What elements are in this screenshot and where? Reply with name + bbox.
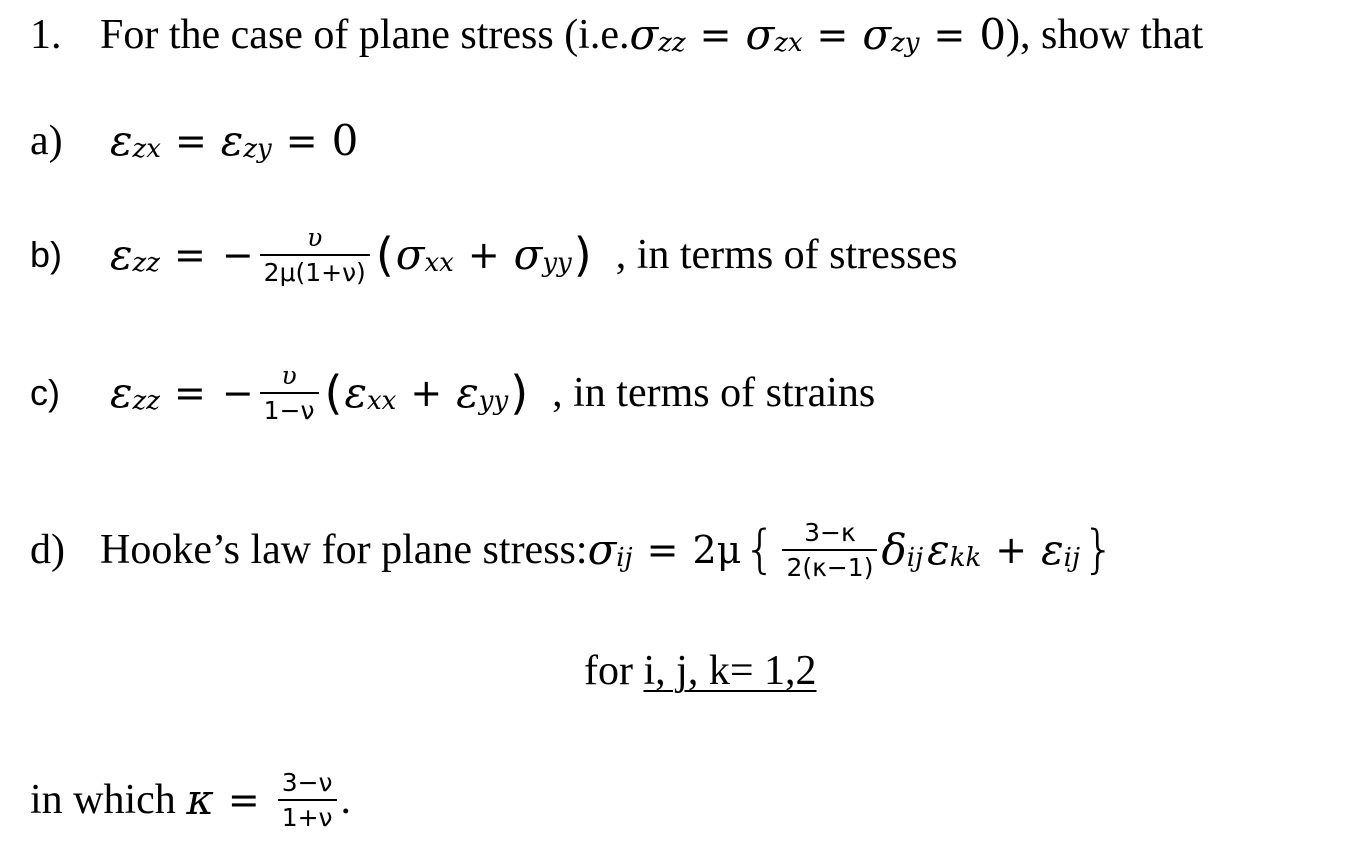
fraction [260, 363, 319, 423]
upsilon-symbol: υ [281, 361, 297, 390]
upsilon-symbol: υ [307, 223, 323, 252]
equals-sign: = [173, 233, 206, 277]
problem-number: 1. [30, 12, 62, 58]
kappa-symbol: κ [186, 775, 214, 824]
denominator: 2(κ−1) [782, 549, 877, 580]
equals-sign: = [699, 13, 732, 57]
open-brace: { [743, 520, 777, 580]
numerator [303, 225, 326, 254]
numerator [277, 363, 300, 392]
minus-sign: − [221, 233, 254, 277]
epsilon-symbol: ε [927, 525, 950, 574]
equals-sign: = [174, 119, 207, 163]
plus-sign: + [467, 233, 500, 277]
plus-sign: + [410, 371, 443, 415]
denominator: 1+ν [278, 799, 337, 830]
problem-statement [0, 10, 1366, 59]
part-c [0, 363, 1366, 423]
subscript: yy [542, 248, 572, 279]
subscript: zy [243, 134, 272, 165]
sigma-symbol: σ [745, 10, 775, 59]
epsilon-symbol: ε [344, 368, 367, 417]
part-a-label: a) [30, 118, 63, 164]
index-range-prefix: for [584, 648, 644, 694]
part-b-suffix: , in terms of stresses [615, 232, 958, 278]
fraction [260, 225, 370, 285]
part-b [0, 225, 1366, 285]
part-a [0, 116, 1366, 165]
subscript: zz [658, 28, 686, 59]
equals-sign: = [933, 13, 966, 57]
zero-value: 0 [331, 116, 359, 165]
denominator: 2μ(1+ν) [260, 254, 370, 285]
delta-symbol: δ [881, 525, 907, 574]
problem-intro: For the case of plane stress (i.e. [100, 12, 630, 58]
subscript: zx [132, 134, 161, 165]
epsilon-symbol: ε [110, 116, 133, 165]
epsilon-symbol: ε [110, 230, 133, 279]
epsilon-symbol: ε [220, 116, 244, 165]
close-paren: ) [573, 228, 592, 282]
sigma-symbol: σ [513, 230, 543, 279]
part-d-text: Hooke’s law for plane stress: [100, 527, 588, 573]
sigma-symbol: σ [629, 10, 659, 59]
subscript: yy [478, 386, 509, 417]
sigma-symbol: σ [587, 525, 617, 574]
subscript: ij [906, 543, 924, 574]
open-paren: ( [324, 366, 343, 420]
close-paren: ) [510, 366, 529, 420]
subscript: xx [424, 248, 454, 279]
two-mu: 2μ [692, 528, 742, 572]
plus-sign: + [995, 528, 1028, 572]
zero-value: 0 [979, 10, 1007, 59]
part-d-label: d) [30, 527, 65, 573]
fraction [782, 520, 877, 580]
epsilon-symbol: ε [456, 368, 479, 417]
part-c-label: c) [30, 372, 60, 413]
subscript: ij [1063, 543, 1081, 574]
minus-sign: − [221, 371, 254, 415]
period: . [340, 777, 352, 823]
index-range-line [0, 650, 1366, 692]
denominator: 1−ν [260, 392, 319, 423]
index-range-underlined: i, j, k= 1,2 [643, 648, 817, 694]
subscript: zy [891, 28, 920, 59]
sigma-symbol: σ [395, 230, 425, 279]
subscript: zx [774, 28, 803, 59]
part-d [0, 520, 1366, 580]
epsilon-symbol: ε [1041, 525, 1064, 574]
kappa-intro: in which [30, 777, 187, 823]
equals-sign: = [227, 778, 260, 822]
equals-sign: = [816, 13, 849, 57]
epsilon-symbol: ε [110, 368, 133, 417]
fraction [278, 770, 337, 830]
problem-intro-end: ), show that [1006, 12, 1204, 58]
part-b-label: b) [30, 234, 63, 275]
numerator: 3−κ [804, 518, 856, 547]
subscript: zz [132, 386, 160, 417]
open-paren: ( [375, 228, 394, 282]
subscript: kk [949, 543, 982, 574]
equals-sign: = [285, 119, 318, 163]
equals-sign: = [646, 528, 679, 572]
sigma-symbol: σ [862, 10, 892, 59]
subscript: ij [616, 543, 633, 574]
part-c-suffix: , in terms of strains [552, 370, 876, 416]
kappa-definition [0, 770, 1366, 830]
equals-sign: = [173, 371, 206, 415]
numerator: 3−ν [281, 768, 333, 797]
close-brace: } [1082, 520, 1116, 580]
subscript: xx [367, 386, 397, 417]
subscript: zz [132, 248, 160, 279]
